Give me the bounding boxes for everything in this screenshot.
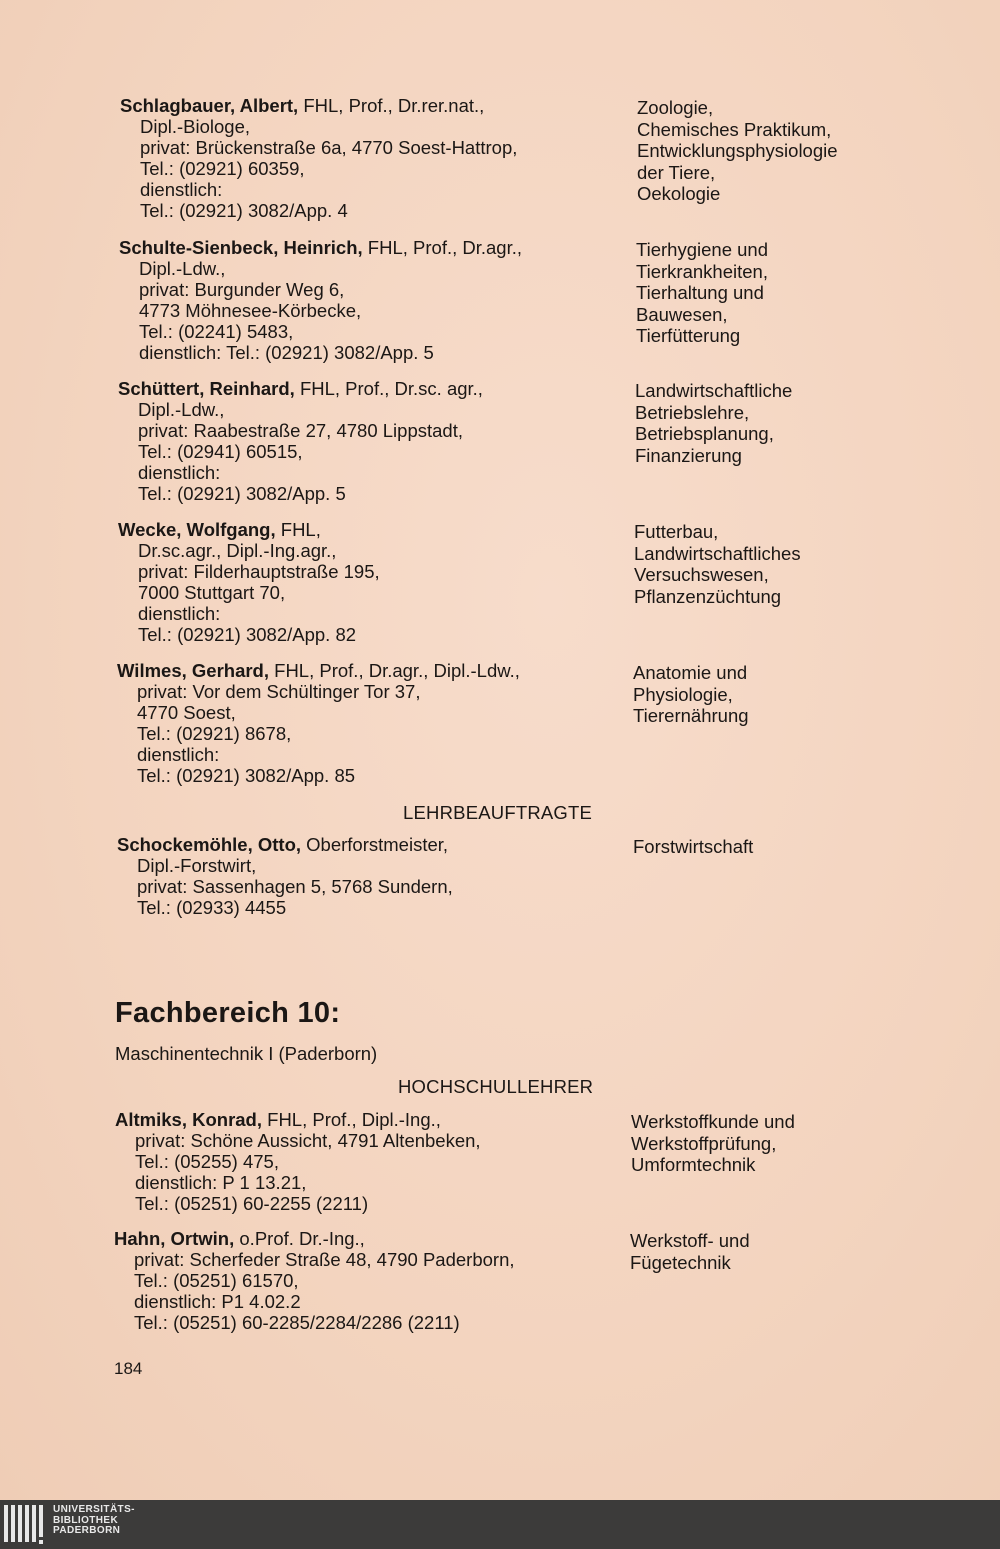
- entry-line: privat: Schöne Aussicht, 4791 Altenbeken,: [135, 1130, 481, 1151]
- entry-line: FHL, Prof., Dr.rer.nat.,: [303, 95, 485, 116]
- subject-line: Tierernährung: [633, 705, 749, 726]
- subject-line: Zoologie,: [637, 97, 714, 118]
- entry-line: FHL, Prof., Dr.agr.,: [367, 237, 523, 258]
- subject-list: [637, 97, 838, 205]
- section-subheading: Maschinentechnik I (Paderborn): [115, 1043, 378, 1064]
- section-heading: Fachbereich 10:: [115, 997, 341, 1029]
- subject-list: [633, 836, 753, 858]
- subject-line: Physiologie,: [633, 683, 733, 705]
- entry-line: 4770 Soest,: [137, 702, 236, 723]
- entry-line: Tel.: (02941) 60515,: [138, 441, 303, 462]
- faculty-entry: [120, 95, 517, 221]
- entry-line: Tel.: (05251) 60-2255 (2211): [135, 1193, 369, 1214]
- subject-list: [634, 521, 801, 607]
- subject-list: [633, 662, 749, 727]
- entry-line: Tel.: (02241) 5483,: [139, 321, 294, 342]
- entry-line: Dipl.-Biologe,: [140, 116, 251, 137]
- entry-line: privat: Sassenhagen 5, 5768 Sundern,: [137, 876, 453, 897]
- entry-line: privat: Raabestraße 27, 4780 Lippstadt,: [138, 420, 463, 441]
- entry-line: Tel.: (05251) 60-2285/2284/2286 (2211): [134, 1312, 460, 1333]
- subject-line: Oekologie: [637, 183, 721, 204]
- subject-line: Entwicklungsphysiologie: [637, 140, 838, 161]
- faculty-entry: [118, 378, 483, 504]
- entry-line: privat: Filderhauptstraße 195,: [138, 561, 380, 582]
- entry-line: FHL, Prof., Dipl.-Ing.,: [267, 1109, 441, 1130]
- library-footer: [0, 1500, 1000, 1549]
- entry-line: Dipl.-Ldw.,: [139, 258, 226, 279]
- entry-name: Wecke, Wolfgang,: [118, 519, 276, 540]
- subject-line: Umformtechnik: [631, 1154, 756, 1175]
- subject-line: Betriebsplanung,: [635, 423, 774, 444]
- entry-name: Schockemöhle, Otto,: [117, 834, 302, 855]
- entry-line: Dipl.-Ldw.,: [138, 399, 225, 420]
- subject-line: Landwirtschaftliche: [635, 380, 793, 401]
- entry-line: FHL, Prof., Dr.agr., Dipl.-Ldw.,: [274, 660, 520, 681]
- entry-line: Tel.: (02921) 3082/App. 5: [138, 483, 346, 504]
- subject-line: Tierkrankheiten,: [636, 260, 768, 282]
- library-name-line: PADERBORN: [53, 1525, 121, 1536]
- subject-line: Finanzierung: [635, 444, 742, 466]
- entry-line: FHL,: [280, 519, 321, 540]
- subject-line: Tierhygiene und: [636, 239, 768, 260]
- subject-line: Fügetechnik: [630, 1251, 731, 1273]
- entry-line: Tel.: (02921) 3082/App. 4: [140, 200, 348, 221]
- subject-line: Tierhaltung und: [636, 282, 764, 303]
- entry-line: Tel.: (02921) 8678,: [137, 723, 292, 744]
- entry-line: Tel.: (02933) 4455: [137, 897, 287, 918]
- entry-name: Schüttert, Reinhard,: [118, 378, 295, 399]
- section-label: LEHRBEAUFTRAGTE: [403, 802, 593, 823]
- page-number: 184: [114, 1359, 143, 1378]
- entry-line: privat: Brückenstraße 6a, 4770 Soest-Hattrop,: [140, 137, 518, 158]
- subject-list: [630, 1230, 750, 1273]
- entry-name: Wilmes, Gerhard,: [117, 660, 269, 681]
- faculty-entry: [119, 237, 522, 363]
- entry-line: 7000 Stuttgart 70,: [138, 582, 286, 603]
- entry-line: dienstlich: P1 4.02.2: [134, 1291, 301, 1312]
- subject-line: Tierfütterung: [636, 325, 741, 346]
- subject-list: [631, 1111, 795, 1176]
- entry-line: 4773 Möhnesee-Körbecke,: [139, 300, 362, 321]
- entry-line: FHL, Prof., Dr.sc. agr.,: [299, 378, 483, 399]
- subject-line: Futterbau,: [634, 521, 719, 542]
- entry-line: dienstlich:: [137, 744, 220, 765]
- entry-line: privat: Vor dem Schültinger Tor 37,: [137, 681, 421, 702]
- subject-line: Landwirtschaftliches: [634, 542, 801, 564]
- entry-line: Tel.: (05251) 61570,: [134, 1270, 299, 1291]
- subject-line: Versuchswesen,: [634, 564, 769, 585]
- section-label: HOCHSCHULLEHRER: [398, 1076, 594, 1097]
- subject-list: [636, 239, 768, 347]
- entry-line: privat: Burgunder Weg 6,: [139, 279, 345, 300]
- entry-line: Dipl.-Forstwirt,: [137, 855, 257, 876]
- subject-line: Werkstoffkunde und: [631, 1111, 795, 1132]
- faculty-entry: [118, 519, 380, 645]
- faculty-entry: [114, 1228, 515, 1333]
- entry-line: dienstlich:: [138, 462, 221, 483]
- library-barcode-logo-icon: [4, 1505, 46, 1545]
- library-name: [53, 1505, 135, 1537]
- entry-name: Schulte-Sienbeck, Heinrich,: [119, 237, 363, 258]
- entry-line: Tel.: (02921) 3082/App. 85: [137, 765, 356, 786]
- subject-line: Chemisches Praktikum,: [637, 118, 832, 140]
- entry-line: Tel.: (02921) 60359,: [140, 158, 305, 179]
- entry-line: dienstlich:: [140, 179, 223, 200]
- subject-line: Betriebslehre,: [635, 401, 750, 423]
- faculty-entry: [117, 660, 520, 786]
- entry-name: Altmiks, Konrad,: [115, 1109, 262, 1130]
- library-name-line: UNIVERSITÄTS-: [53, 1504, 135, 1515]
- faculty-entry: [117, 834, 453, 918]
- entry-line: dienstlich:: [138, 603, 221, 624]
- subject-line: Bauwesen,: [636, 303, 728, 325]
- entry-line: privat: Scherfeder Straße 48, 4790 Paderborn,: [134, 1249, 515, 1270]
- subject-list: [635, 380, 792, 466]
- entry-line: Dr.sc.agr., Dipl.-Ing.agr.,: [138, 540, 337, 561]
- entry-line: o.Prof. Dr.-Ing.,: [239, 1228, 365, 1249]
- entry-line: dienstlich: P 1 13.21,: [135, 1172, 307, 1193]
- entry-line: Tel.: (05255) 475,: [135, 1151, 279, 1172]
- entry-name: Schlagbauer, Albert,: [120, 95, 299, 116]
- library-name-line: BIBLIOTHEK: [53, 1514, 119, 1526]
- entry-line: dienstlich: Tel.: (02921) 3082/App. 5: [139, 342, 434, 363]
- faculty-entry: [115, 1109, 481, 1214]
- subject-line: Forstwirtschaft: [633, 836, 754, 857]
- subject-line: Anatomie und: [633, 662, 748, 683]
- subject-line: Pflanzenzüchtung: [634, 585, 782, 607]
- entry-line: Oberforstmeister,: [306, 834, 449, 855]
- entry-line: Tel.: (02921) 3082/App. 82: [138, 624, 357, 645]
- subject-line: Werkstoffprüfung,: [631, 1132, 777, 1154]
- subject-line: Werkstoff- und: [630, 1230, 750, 1251]
- entry-name: Hahn, Ortwin,: [114, 1228, 235, 1249]
- subject-line: der Tiere,: [637, 161, 716, 183]
